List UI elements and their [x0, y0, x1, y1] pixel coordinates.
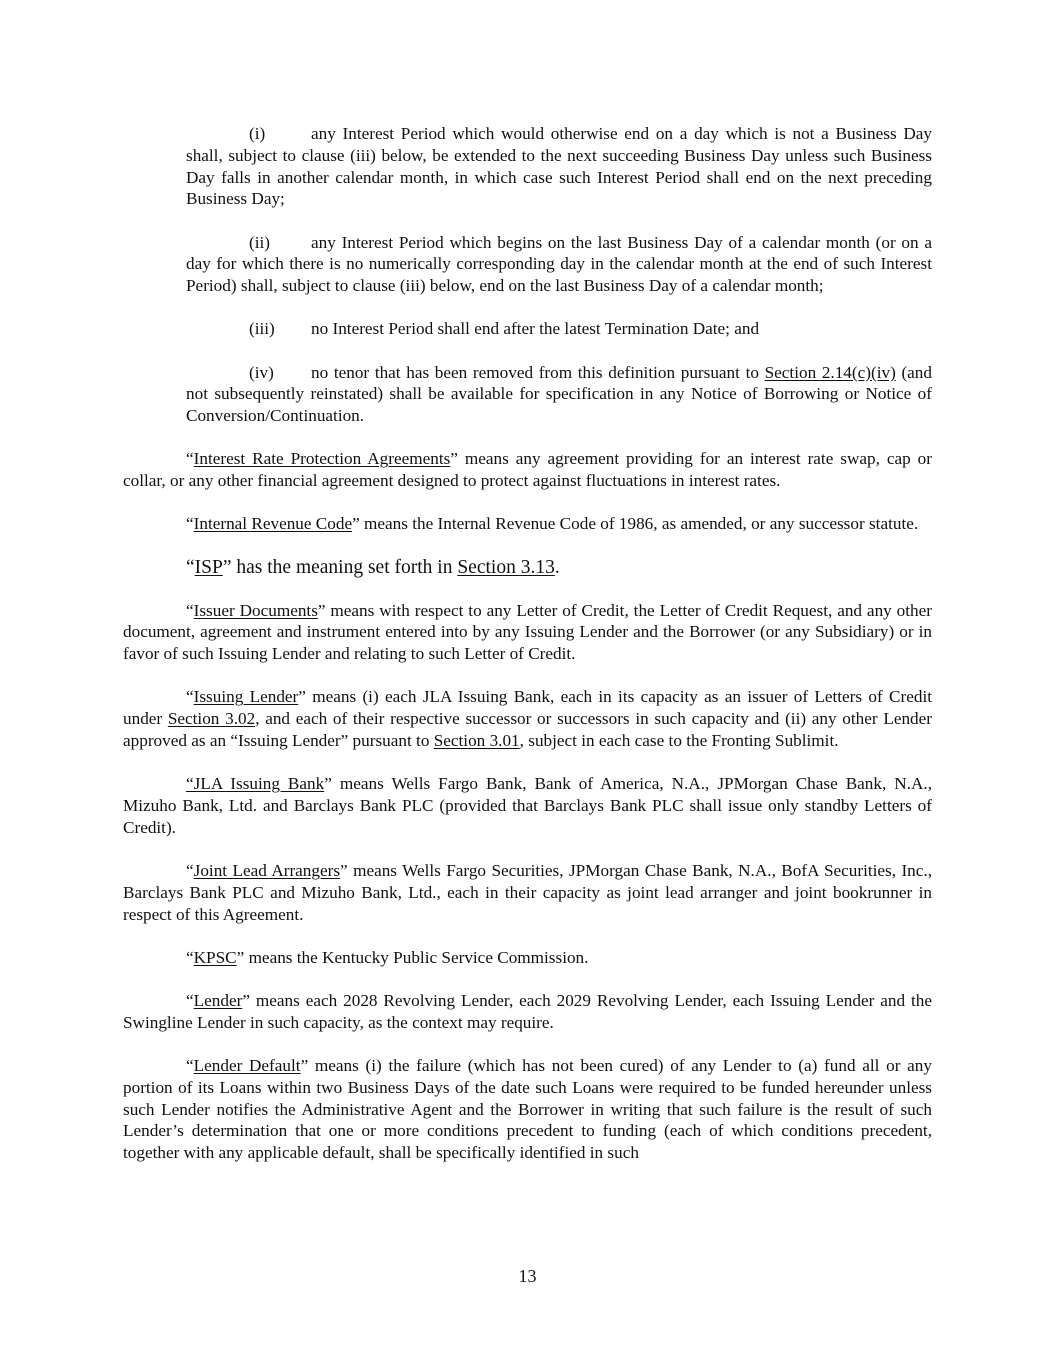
definition-text: ” means Wells Fargo Bank, Bank of America, N.A., JPMorgan Chase Bank, N.A., Mizuho Bank, Ltd. and Barclays Bank PLC (provided that Barclays Bank PLC shall issue only standby Letters of Credit). [123, 774, 932, 837]
defined-term: Interest Rate Protection Agreements [193, 449, 451, 469]
definition-text: ” means (i) the failure (which has not been cured) of any Lender to (a) fund all or any portion of its Loans within two Business Days of the date such Loans were required to be funded hereunder unless such Lender notifies the Administrative Agent and the Borrower in writing that such failure is the result of such Lender’s determination that one or more conditions precedent to funding (each of which conditions precedent, together with any applicable default, shall be specifically identified in such [123, 1055, 932, 1163]
clause-number: (iii) [249, 319, 275, 339]
section-reference: Section 3.01 [433, 731, 520, 751]
clause-i [186, 123, 932, 210]
definition-text: , and each of their respective successor or successors in such capacity and (ii) any other Lender approved as an “Issuing Lender” pursuant to [123, 709, 932, 751]
clause-text: no Interest Period shall end after the latest Termination Date; and [311, 319, 760, 339]
defined-term: Issuer Documents [193, 600, 318, 620]
open-quote: “ [186, 991, 194, 1010]
definition-kpsc [123, 947, 932, 969]
open-quote: “ [186, 687, 194, 707]
definition-lender [123, 990, 932, 1034]
defined-term: “JLA Issuing Bank [186, 774, 325, 794]
definition-text: ” means Wells Fargo Securities, JPMorgan Chase Bank, N.A., BofA Securities, Inc., Barclays Bank PLC and Mizuho Bank, Ltd., each in their capacity as joint lead arranger and joint bookrunner in respect of this Agreement. [123, 861, 932, 924]
clause-text: any Interest Period which would otherwise end on a day which is not a Business Day shall, subject to clause (iii) below, be extended to the next succeeding Business Day unless such Business Day falls in another calendar month, in which case such Interest Period shall end on the next preceding Business Day; [186, 124, 932, 209]
section-reference: Section 2.14(c)(iv) [764, 362, 896, 382]
defined-term: Lender Default [193, 1055, 301, 1075]
open-quote: “ [186, 1055, 194, 1075]
open-quote: “ [186, 449, 194, 469]
defined-term: Lender [193, 991, 243, 1010]
definition-issuer-documents [123, 600, 932, 665]
definition-isp [123, 557, 932, 579]
definition-text: , subject in each case to the Fronting Sublimit. [519, 731, 839, 751]
definition-text: ” means any agreement providing for an interest rate swap, cap or collar, or any other financial agreement designed to protect against fluctuations in interest rates. [123, 449, 932, 491]
document-page [123, 123, 932, 1164]
definition-issuing-lender [123, 686, 932, 751]
section-reference: Section 3.02 [167, 709, 256, 729]
definition-text: ” means the Kentucky Public Service Commission. [236, 947, 589, 967]
defined-term: KPSC [193, 947, 237, 967]
clause-text: any Interest Period which begins on the last Business Day of a calendar month (or on a day for which there is no numerically corresponding day in the calendar month at the end of such Interest Period) shall, subject to clause (iii) below, end on the last Business Day of a calendar month; [186, 232, 932, 296]
open-quote: “ [186, 514, 194, 534]
clause-text: (and not subsequently reinstated) shall be available for specification in any Notice of Borrowing or Notice of Conversion/Continuation. [186, 362, 932, 426]
definition-lender-default [123, 1055, 932, 1164]
definition-jla-issuing-bank [123, 773, 932, 838]
clause-iv [186, 362, 932, 427]
page-number: 13 [518, 1266, 537, 1286]
defined-term: Internal Revenue Code [193, 514, 353, 534]
clause-number: (i) [249, 124, 266, 143]
open-quote: “ [186, 947, 194, 967]
open-quote: “ [186, 600, 194, 620]
definition-end: . [554, 556, 560, 578]
definition-joint-lead-arrangers [123, 860, 932, 925]
defined-term: Issuing Lender [193, 687, 299, 707]
open-quote: “ [186, 556, 195, 578]
definition-text: ” means each 2028 Revolving Lender, each 2029 Revolving Lender, each Issuing Lender and the Swingline Lender in such capacity, as the context may require. [123, 991, 932, 1032]
defined-term: Joint Lead Arrangers [193, 861, 341, 881]
defined-term: ISP [194, 556, 223, 578]
section-reference: Section 3.13 [457, 556, 555, 578]
clause-ii [186, 232, 932, 297]
definition-text: ” means with respect to any Letter of Credit, the Letter of Credit Request, and any other document, agreement and instrument entered into by any Issuing Lender and the Borrower (or any Subsidiary) or in favor of such Issuing Lender and relating to such Letter of Credit. [123, 600, 932, 664]
definition-text: ” means the Internal Revenue Code of 1986, as amended, or any successor statute. [352, 514, 919, 534]
clause-number: (ii) [249, 232, 270, 252]
definition-internal-revenue-code [123, 513, 932, 535]
definition-text: ” has the meaning set forth in [222, 556, 458, 578]
clause-text: no tenor that has been removed from this definition pursuant to [311, 362, 765, 382]
clause-number: (iv) [249, 362, 274, 382]
definition-text: ” means (i) each JLA Issuing Bank, each in its capacity as an issuer of Letters of Credit under [123, 687, 932, 729]
definition-interest-rate-protection-agreements [123, 448, 932, 492]
clause-iii [186, 318, 932, 340]
open-quote: “ [186, 861, 194, 881]
